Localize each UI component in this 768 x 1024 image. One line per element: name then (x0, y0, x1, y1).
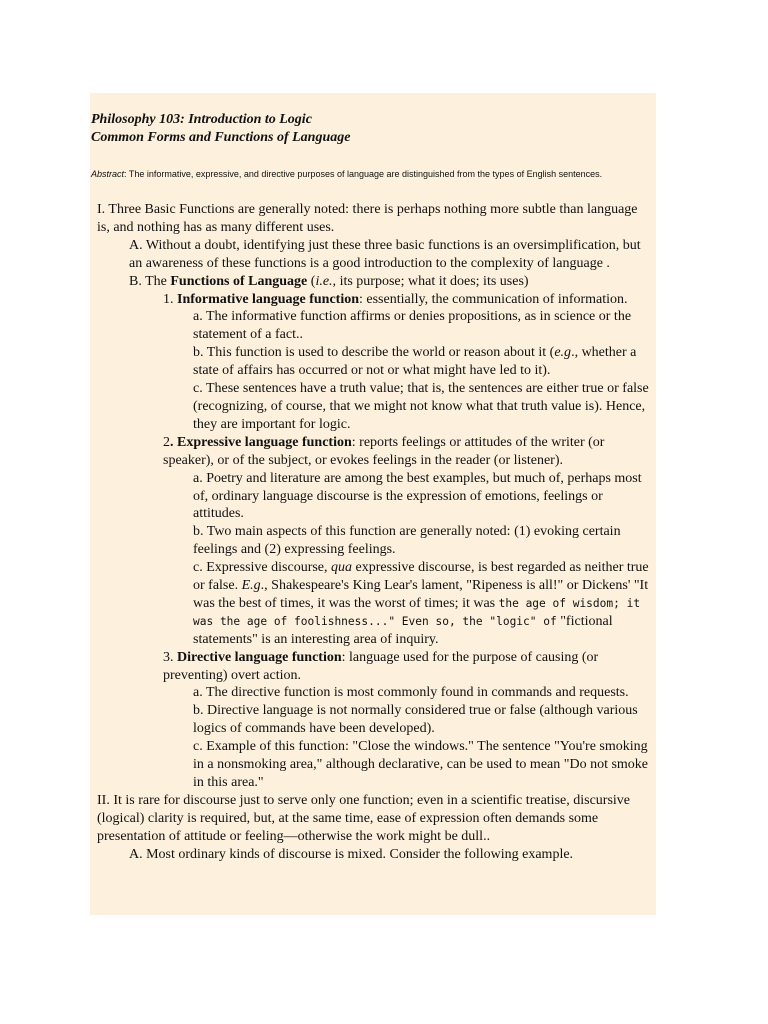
section-I-B-bold: Functions of Language (170, 273, 308, 289)
outline-body (97, 201, 649, 864)
item-2a: a. Poetry and literature are among the best examples, but much of, perhaps most of, ordinary language discourse is the expression of emotions, feelings or attitudes. (193, 470, 642, 522)
item-2-num: 2 (163, 434, 170, 450)
item-1a: a. The informative function affirms or denies propositions, as in science or the statement of a fact.. (193, 309, 632, 343)
item-1c: c. These sentences have a truth value; that is, the sentences are either true or false (recognizing, of course, that we might not know what that truth value is). Hence, they are important for logic. (193, 381, 649, 432)
section-II: II. It is rare for discourse just to serve only one function; even in a scientific treatise, discursive (logical) clarity is required, but, at the same time, ease of expression often demands some presentation of attitude or feeling—otherwise the work might be dull.. (97, 792, 630, 844)
title-line-1: Philosophy 103: Introduction to Logic (91, 112, 312, 127)
item-1-heading: Informative language function (177, 291, 359, 307)
item-3-text: : language used for the purpose of causing (or preventing) overt action. (163, 649, 599, 683)
item-2b: b. Two main aspects of this function are generally noted: (1) evoking certain feelings and (2) expressing feelings. (193, 524, 621, 558)
section-I-B-paren: ( (307, 273, 316, 289)
section-I-B-text: B. The (129, 273, 171, 289)
item-1b-italic: e.g (554, 345, 572, 361)
item-1b-rest: ., whether a state of affairs has occurred or not or what might have led to it). (193, 345, 637, 379)
item-3-num: 3. (163, 649, 177, 665)
abstract-text: : The informative, expressive, and directive purposes of language are distinguished from the types of English sentences. (124, 169, 603, 179)
item-2c-mono-text: the age of wisdom; it was the age of foolishness..." Even so, the "logic" of (193, 596, 641, 628)
item-3b: b. Directive language is not normally considered true or false (although various logics of commands have been developed). (193, 703, 638, 737)
item-2c-text: c. Expressive discourse, (193, 560, 332, 576)
section-I: I. Three Basic Functions are generally noted: there is perhaps nothing more subtle than language is, and nothing has as many different uses. (97, 202, 638, 235)
page-title (91, 111, 651, 147)
item-2c-end: "fictional statements" is an interesting area of inquiry. (193, 613, 613, 647)
item-1-text: : essentially, the communication of information. (359, 291, 628, 307)
abstract (91, 168, 651, 180)
item-3a: a. The directive function is most commonly found in commands and requests. (193, 685, 629, 701)
item-2c-quote: ., Shakespeare's King Lear's lament, "Ripeness is all!" or Dickens' "It was the best of times, it was the worst of times; it was (193, 578, 649, 611)
item-2-text: : reports feelings or attitudes of the writer (or speaker), or of the subject, or evokes feelings in the reader (or listener). (163, 434, 605, 468)
item-2c-qua: qua (331, 560, 353, 576)
item-3c: c. Example of this function: "Close the windows." The sentence "You're smoking in a nonsmoking area," although declarative, can be used to mean "Do not smoke in this area." (193, 739, 649, 790)
item-1b (97, 344, 649, 380)
section-I-B-italic: i.e., (315, 273, 337, 289)
section-I-A: A. Without a doubt, identifying just these three basic functions is an oversimplification, but an awareness of these functions is a good introduction to the complexity of language . (129, 237, 641, 271)
item-1b-text: b. This function is used to describe the world or reason about it ( (193, 345, 555, 361)
title-line-2: Common Forms and Functions of Language (91, 130, 351, 145)
abstract-label: Abstract (91, 169, 125, 179)
item-2 (97, 434, 649, 470)
item-2c-eg: E.g (241, 578, 261, 594)
item-2c (97, 559, 649, 649)
item-1 (97, 291, 649, 309)
section-II-A: A. Most ordinary kinds of discourse is mixed. Consider the following example. (129, 846, 574, 862)
item-3 (97, 649, 649, 685)
item-3-heading: Directive language function (177, 649, 342, 665)
item-2-heading: . Expressive language function (170, 434, 352, 450)
section-I-B-rest: its purpose; what it does; its uses) (336, 273, 529, 289)
section-I-B (97, 273, 649, 291)
item-1-num: 1. (163, 291, 177, 307)
item-2c-mid: expressive discourse, is best regarded as neither true or false. (193, 560, 649, 594)
